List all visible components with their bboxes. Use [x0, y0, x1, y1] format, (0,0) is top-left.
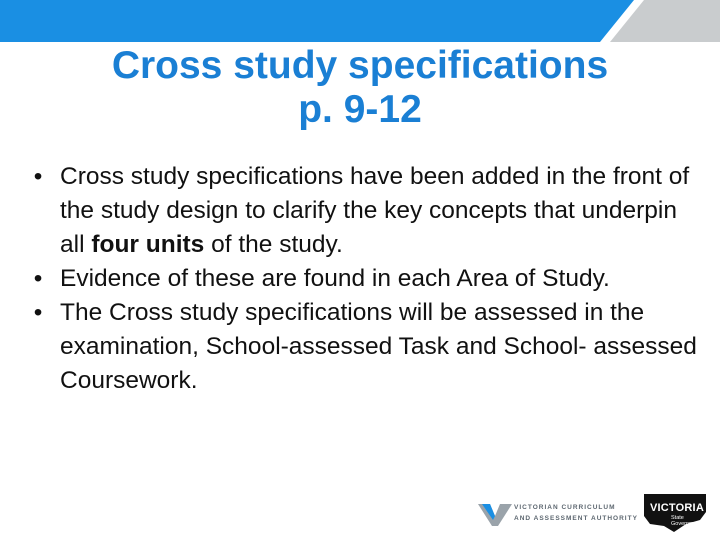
vcaa-line2: AND ASSESSMENT AUTHORITY [514, 515, 638, 522]
victoria-sub-government: Government [671, 521, 702, 527]
slide-title-line1: Cross study specifications [111, 44, 609, 87]
bullet-item [28, 262, 708, 296]
victoria-wordmark: VICTORIA [650, 502, 704, 514]
top-banner [0, 0, 720, 42]
bullet-list [28, 160, 708, 398]
vcaa-tick-icon [478, 498, 512, 528]
bullet-text: Evidence of these are found in each Area of Study. [60, 265, 610, 292]
bullet-item [28, 160, 708, 262]
bullet-text-bold: four units [91, 231, 205, 258]
bullet-dot: • [33, 299, 43, 326]
bullet-text-after: of the study. [204, 231, 343, 258]
bullet-dot: • [33, 163, 43, 190]
slide-title-line2: p. 9-12 [298, 88, 422, 131]
bullet-text: The Cross study specifications will be assessed in the examination, School-assessed Task and School- assessed Coursework. [60, 299, 697, 394]
vcaa-logo [478, 498, 638, 528]
bullet-item [28, 296, 708, 398]
slide-title [0, 44, 720, 132]
vcaa-wordmark [514, 502, 638, 524]
victoria-subtitle [671, 515, 701, 527]
bullet-dot: • [33, 265, 43, 292]
bullet-text-before: Cross study specifications have been added in the front of the study design to clarify the key concepts that underpin all [60, 163, 690, 258]
victoria-sub-state: State [671, 515, 684, 521]
banner-blue-stripe [0, 0, 634, 42]
vcaa-line1: VICTORIAN CURRICULUM [514, 504, 616, 511]
